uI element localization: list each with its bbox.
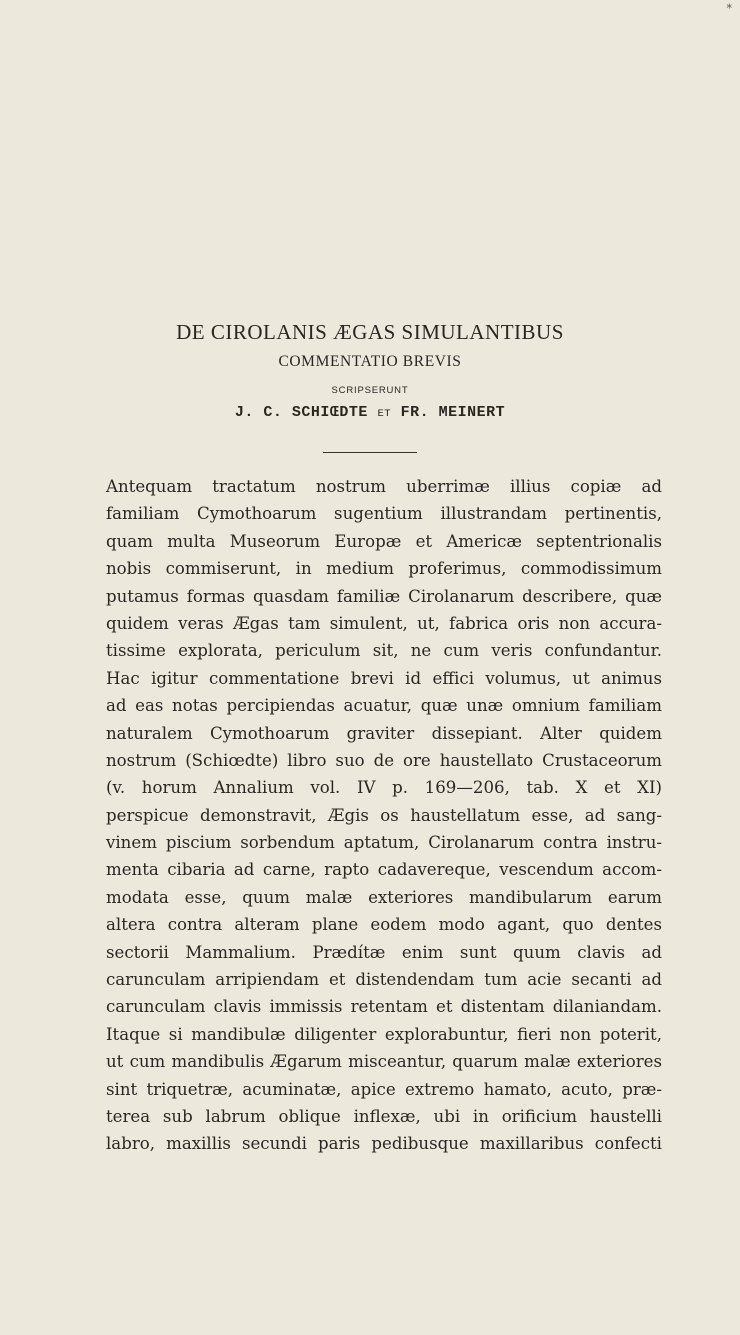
- text-line: putamus formas quasdam familiæ Cirolanarum describere, quæ: [106, 586, 662, 606]
- text-line: Hac igitur commentatione brevi id effici volumus, ut animus: [106, 668, 662, 688]
- text-line: nobis commiserunt, in medium proferimus, commodissimum: [106, 559, 662, 579]
- author-conjunction: ET: [377, 408, 392, 420]
- text-line: carunculam arripiendam et distendendam tum acie secanti ad: [106, 970, 662, 990]
- text-line: familiam Cymothoarum sugentium illustrandam pertinentis,: [106, 504, 662, 524]
- article-title: DE CIROLANIS ÆGAS SIMULANTIBUS: [176, 320, 564, 344]
- text-line: Itaque si mandibulæ diligenter explorabuntur, fieri non poterit,: [106, 1024, 662, 1044]
- text-line: labro, maxillis secundi paris pedibusque maxillaribus confecti: [106, 1134, 662, 1154]
- text-line: quidem veras Ægas tam simulent, ut, fabrica oris non accura-: [106, 613, 662, 633]
- article-subtitle: COMMENTATIO BREVIS: [278, 353, 462, 370]
- text-line: perspicue demonstravit, Ægis os haustellatum esse, ad sang-: [106, 805, 662, 825]
- text-line: Antequam tractatum nostrum uberrimæ illius copiæ ad: [106, 477, 662, 496]
- text-line: carunculam clavis immissis retentam et distentam dilaniandam.: [106, 997, 662, 1017]
- text-line: naturalem Cymothoarum graviter dissepiant. Alter quidem: [106, 723, 662, 743]
- text-line: nostrum (Schiœdte) libro suo de ore haustellato Crustaceorum: [106, 750, 662, 770]
- text-line: altera contra alteram plane eodem modo agant, quo dentes: [106, 915, 662, 935]
- section-divider: [323, 452, 417, 453]
- text-line: (v. horum Annalium vol. IV p. 169—206, tab. X et XI): [106, 778, 662, 798]
- text-line: modata esse, quum malæ exteriores mandibularum earum: [106, 887, 662, 907]
- text-line: tissime explorata, periculum sit, ne cum veris confundantur.: [106, 641, 662, 661]
- body-paragraph: [106, 473, 662, 1158]
- authors-line: [0, 404, 740, 421]
- text-line: terea sub labrum oblique inflexæ, ubi in orificium haustelli: [106, 1106, 662, 1126]
- scripserunt-label: SCRIPSERUNT: [331, 385, 409, 396]
- text-line: quam multa Museorum Europæ et Americæ septentrionalis: [106, 531, 662, 551]
- corner-mark: *: [726, 2, 732, 15]
- author-second: FR. MEINERT: [400, 404, 506, 421]
- text-line: menta cibaria ad carne, rapto cadavereque, vescendum accom-: [106, 860, 662, 880]
- author-first: J. C. SCHIŒDTE: [234, 404, 368, 421]
- text-line: sectorii Mammalium. Prædítæ enim sunt quum clavis ad: [106, 942, 662, 962]
- text-line: ad eas notas percipiendas acuatur, quæ unæ omnium familiam: [106, 696, 662, 716]
- text-line: sint triquetræ, acuminatæ, apice extremo hamato, acuto, præ-: [106, 1079, 662, 1099]
- text-line: vinem piscium sorbendum aptatum, Cirolanarum contra instru-: [106, 833, 662, 853]
- text-line: ut cum mandibulis Ægarum misceantur, quarum malæ exteriores: [106, 1052, 662, 1072]
